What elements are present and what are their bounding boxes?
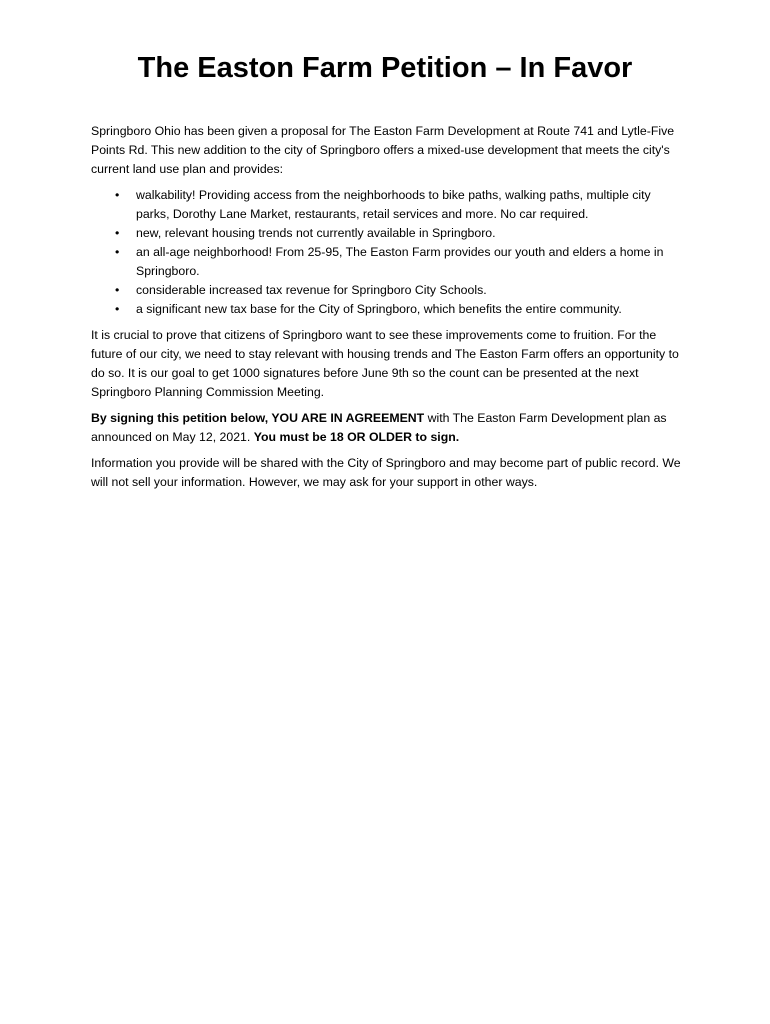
privacy-paragraph: Information you provide will be shared with the City of Springboro and may become part of public record. We will not sell your information. However, we may ask for your support in other ways. [91, 456, 681, 489]
page-title: The Easton Farm Petition – In Favor [137, 52, 633, 84]
agreement-paragraph [91, 409, 683, 447]
bullet-icon: • [115, 283, 120, 297]
agreement-middle: with The Easton Farm Development plan as announced on May 12, 2021. [91, 411, 667, 444]
bullet-icon: • [115, 226, 120, 240]
intro-paragraph: Springboro Ohio has been given a proposal for The Easton Farm Development at Route 741 and Lytle-Five Points Rd. This new addition to the city of Springboro offers a mixed-use development that meets the city's current land use plan and provides: [91, 124, 675, 176]
list-item-text: a significant new tax base for the City of Springboro, which benefits the entire community. [136, 302, 622, 316]
list-item [91, 224, 683, 243]
crucial-paragraph: It is crucial to prove that citizens of Springboro want to see these improvements come to fruition. For the future of our city, we need to stay relevant with housing trends and The Easton Farm offers an opportunity to do so. It is our goal to get 1000 signatures before June 9th so the count can be presented at the next Springboro Planning Commission Meeting. [91, 328, 679, 399]
agreement-lead: By signing this petition below, YOU ARE IN AGREEMENT [91, 411, 425, 425]
bullet-icon: • [115, 188, 120, 202]
benefits-list [91, 186, 683, 319]
list-item [91, 281, 683, 300]
age-requirement: You must be 18 OR OLDER to sign. [253, 430, 460, 444]
list-item-text: walkability! Providing access from the neighborhoods to bike paths, walking paths, multiple city parks, Dorothy Lane Market, restaurants, retail services and more. No car required. [136, 188, 651, 221]
bullet-icon: • [115, 245, 120, 259]
bullet-icon: • [115, 302, 120, 316]
list-item-text: considerable increased tax revenue for Springboro City Schools. [136, 283, 487, 297]
list-item-text: an all-age neighborhood! From 25-95, The Easton Farm provides our youth and elders a home in Springboro. [136, 245, 664, 278]
list-item [91, 186, 683, 224]
list-item [91, 243, 683, 281]
petition-body [91, 122, 683, 499]
list-item-text: new, relevant housing trends not currently available in Springboro. [136, 226, 496, 240]
list-item [91, 300, 683, 319]
